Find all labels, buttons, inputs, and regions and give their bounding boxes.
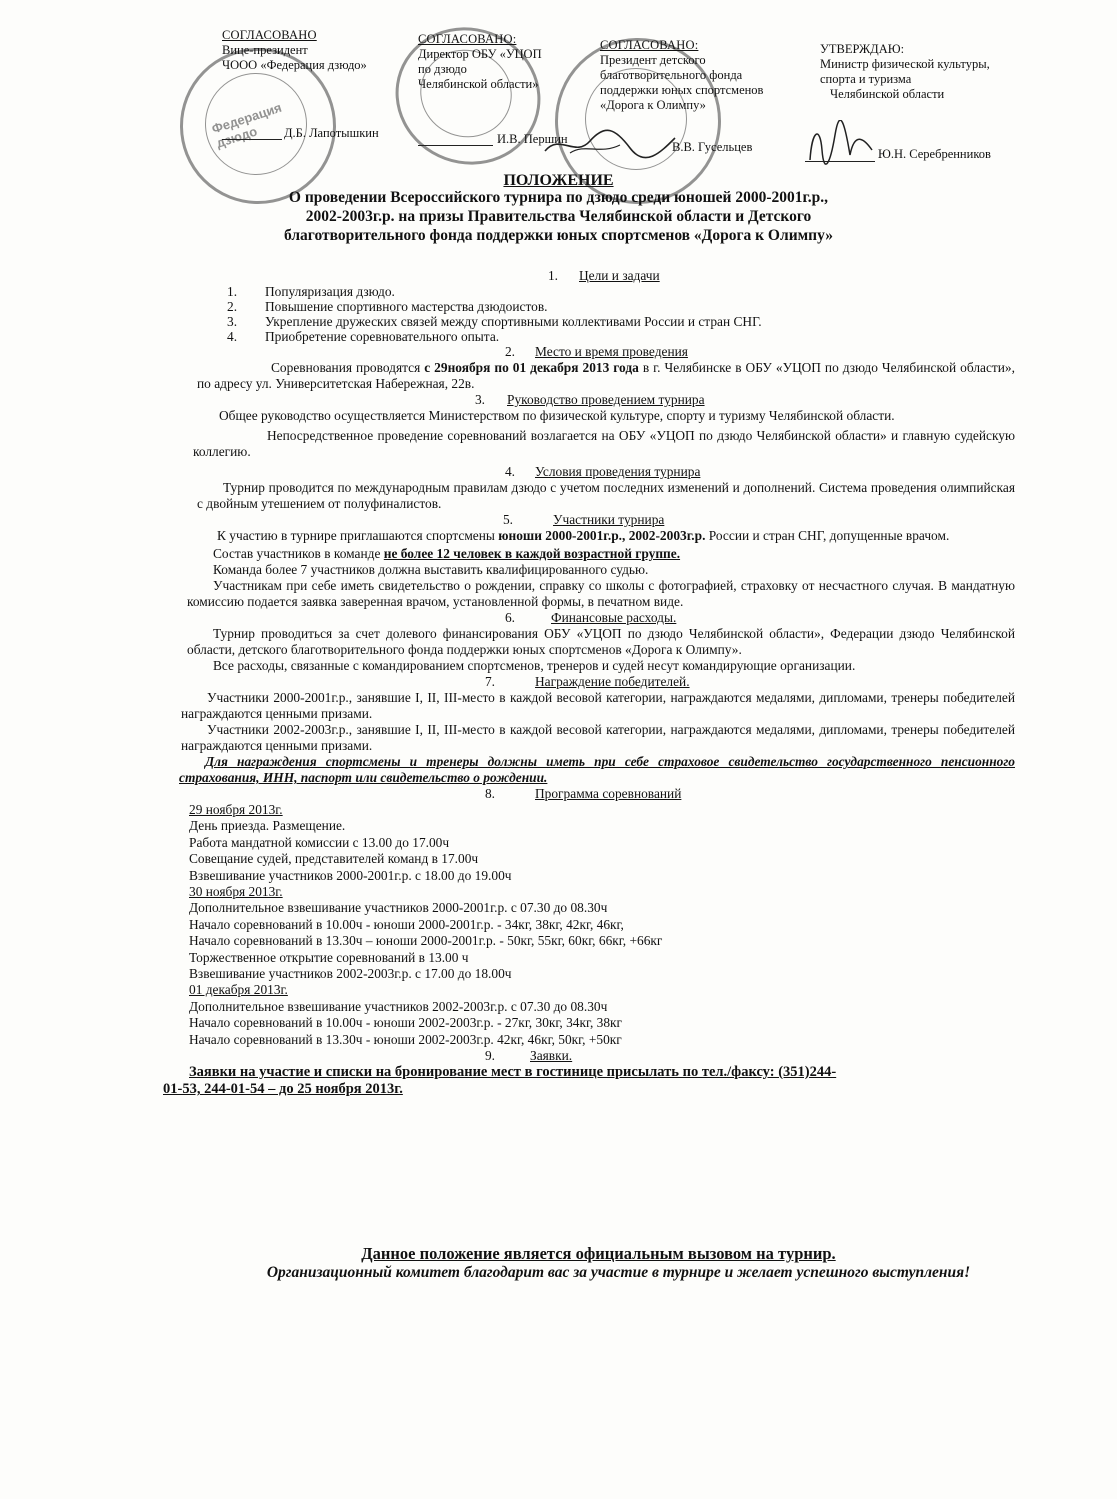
approval-2-signature-line [418,145,493,146]
section-6-heading [185,610,1015,626]
approval-3-position: Президент детского [600,53,706,67]
subtitle-line-1: О проведении Всероссийского турнира по дзюдо среди юношей 2000-2001г.р., [288,189,829,206]
program-day-2: 30 ноября 2013г. [189,884,283,900]
program-item: Взвешивание участников 2002-2003г.р. с 17.00 до 18.00ч [189,966,512,982]
approval-4-heading: УТВЕРЖДАЮ: [820,42,905,56]
document-title: ПОЛОЖЕНИЕ [503,172,614,189]
approval-4-position: Министр физической культуры, [820,57,990,71]
approval-3-heading: СОГЛАСОВАНО: [600,38,699,52]
section-5-number: 5. [502,512,513,527]
approval-4-line3: Челябинской области [830,87,945,101]
section-2-number: 2. [504,344,515,359]
section-9-text [163,1064,1015,1098]
section-5-text-1a: К участию в турнире приглашаются спортсмены [217,528,499,543]
goal-text: Повышение спортивного мастерства дзюдоистов. [265,299,548,314]
section-5-team-limit: не более 12 человек в каждой возрастной группе. [383,546,681,561]
section-3-title: Руководство проведением турнира [507,392,705,407]
document-subtitle [0,188,1117,245]
section-3-text-2: Непосредственное проведение соревнований возлагается на ОБУ «УЦОП по дзюдо Челябинской области» и главную судейскую коллегию. [193,428,1015,459]
section-2-text-c: в г. Челябинске в ОБУ «УЦОП по дзюдо Челябинской области», по адресу ул. Университетская Набережная, 22в. [197,360,1015,391]
section-5-heading [185,512,1015,528]
section-6-text-1: Турнир проводиться за счет долевого финансирования ОБУ «УЦОП по дзюдо Челябинской области», Федерации дзюдо Челябинской области, детского благотворительного фонда поддержки юных спортсменов «Дорога к Олимпу». [187,626,1015,657]
section-1-heading [185,268,1015,284]
approval-1-signature-line [222,139,282,140]
section-1-title: Цели и задачи [579,268,660,283]
section-4-heading [185,464,1015,480]
goal-number: 2. [227,299,238,314]
section-3-text-1: Общее руководство осуществляется Министерством по физической культуре, спорту и туризму Челябинской области. [219,408,895,423]
section-9-heading [185,1048,1015,1064]
section-8-heading [185,786,1015,802]
section-5-text-3: Команда более 7 участников должна выставить квалифицированного судью. [213,562,649,577]
approval-3-signer: В.В. Гусельцев [672,140,753,154]
section-9-number: 9. [484,1048,495,1064]
approval-4-line2: спорта и туризма [820,72,912,86]
section-7-text-1: Участники 2000-2001г.р., занявшие I, II, III-место в каждой весовой категории, награждаются медалями, дипломами, тренеры победителей награждаются ценными призами. [181,690,1015,721]
approval-1-heading: СОГЛАСОВАНО [222,28,317,42]
goal-text: Укрепление дружеских связей между спортивными коллективами России и стран СНГ. [265,314,762,329]
subtitle-line-2: 2002-2003г.р. на призы Правительства Челябинской области и Детского [305,208,812,225]
section-4-title: Условия проведения турнира [535,464,701,479]
goal-item [185,284,1015,299]
subtitle-line-3: благотворительного фонда поддержки юных спортсменов «Дорога к Олимпу» [284,227,833,244]
program-day-1: 29 ноября 2013г. [189,802,283,817]
approval-1-signer: Д.Б. Лапотышкин [284,126,379,140]
section-3-number: 3. [474,392,485,407]
section-2-title: Место и время проведения [535,344,688,359]
goal-item [185,299,1015,314]
approval-block-1 [222,28,367,73]
program-item: Дополнительное взвешивание участников 2002-2003г.р. с 07.30 до 08.30ч [189,998,608,1014]
section-5-text-2a: Состав участников в команде [213,546,384,561]
section-2-text-a: Соревнования проводятся [271,360,425,375]
section-5-title: Участники турнира [553,512,665,527]
approval-2-line3: Челябинской области» [418,77,539,91]
document-body [163,268,1015,1098]
program-item: Начало соревнований в 10.00ч - юноши 2000-2001г.р. - 34кг, 38кг, 42кг, 46кг, [189,916,624,932]
program-day-3: 01 декабря 2013г. [189,982,288,998]
closing-thanks: Организационный комитет благодарит вас за участие в турнире и желает успешного выступления! [266,1264,971,1281]
section-2-text [197,360,1015,392]
program-schedule [185,802,1015,1048]
program-item: Совещание судей, представителей команд в 17.00ч [189,851,479,867]
section-4-text: Турнир проводится по международным правилам дзюдо с учетом последних изменений и дополнений. Система проведения олимпийская с двойным утешением от полуфиналистов. [197,480,1015,511]
goal-item [185,314,1015,329]
goal-text: Приобретение соревновательного опыта. [265,329,500,344]
approval-block-4 [820,42,990,102]
section-8-number: 8. [484,786,495,801]
approval-block-3 [600,38,763,113]
section-9-line-2: 01-53, 244-01-54 – до 25 ноября 2013г. [163,1081,403,1098]
stamp-federation-text: Федерация дзюдо [209,99,284,151]
section-5-text-4: Участникам при себе иметь свидетельство о рождении, справку со школы с фотографией, страховку от несчастного случая. В мандатную комиссию подается заявка заверенная врачом, установленной формы, в печатном виде. [187,578,1015,609]
program-item: Начало соревнований в 13.30ч – юноши 2000-2001г.р. - 50кг, 55кг, 60кг, 66кг, +66кг [189,933,663,949]
goal-number: 1. [227,284,238,299]
section-7-text-3: Для награждения спортсмены и тренеры должны иметь при себе страховое свидетельство государственного пенсионного страхования, ИНН, паспорт или свидетельство о рождении. [179,754,1015,785]
approval-header [0,28,1117,168]
approval-3-line4: «Дорога к Олимпу» [600,98,706,112]
section-2-dates: с 29ноября по 01 декабря 2013 года [424,360,639,375]
goal-number: 4. [227,329,238,344]
section-7-title: Награждение победителей. [535,674,690,689]
section-9-line-1: Заявки на участие и списки на бронирование мест в гостинице присылать по тел./факсу: (351)244- [189,1064,837,1081]
section-6-text-2: Все расходы, связанные с командированием спортсменов, тренеров и судей несут командирующие организации. [213,658,856,673]
section-6-number: 6. [504,610,515,625]
section-4-number: 4. [504,464,515,479]
program-item: День приезда. Размещение. [189,818,346,834]
signature-4-icon [800,120,880,170]
program-item: Торжественное открытие соревнований в 13.00 ч [189,949,469,965]
section-5-text-2 [187,546,1015,562]
section-8-title: Программа соревнований [535,786,682,801]
goal-number: 3. [227,314,238,329]
section-7-text-2: Участники 2002-2003г.р., занявшие I, II, III-место в каждой весовой категории, награждаются медалями, дипломами, тренеры победителей награждаются ценными призами. [181,722,1015,753]
approval-1-organization: ЧООО «Федерация дзюдо» [222,58,367,72]
section-5-age-groups: юноши 2000-2001г.р., 2002-2003г.р. [498,528,706,543]
program-item: Дополнительное взвешивание участников 2000-2001г.р. с 07.30 до 08.30ч [189,900,608,916]
approval-4-signature-line [805,161,875,162]
goal-item [185,329,1015,344]
section-2-heading [185,344,1015,360]
approval-2-position: Директор ОБУ «УЦОП [418,47,542,61]
approval-3-line2: благотворительного фонда [600,68,743,82]
approval-block-2 [418,32,542,92]
section-7-number: 7. [484,674,495,689]
program-item: Начало соревнований в 13.30ч - юноши 2002-2003г.р. 42кг, 46кг, 50кг, +50кг [189,1031,622,1047]
signature-2-icon [540,123,680,163]
approval-2-heading: СОГЛАСОВАНО: [418,32,517,46]
section-3-heading [185,392,1015,408]
program-item: Взвешивание участников 2000-2001г.р. с 18.00 до 19.00ч [189,867,512,883]
section-6-title: Финансовые расходы. [551,610,677,625]
goal-text: Популяризация дзюдо. [265,284,395,299]
section-9-title: Заявки. [530,1048,573,1064]
approval-4-signer: Ю.Н. Серебренников [878,147,991,161]
section-5-text-1c: России и стран СНГ, допущенные врачом. [705,528,950,543]
approval-3-line3: поддержки юных спортсменов [600,83,764,97]
section-1-number: 1. [547,268,558,283]
approval-1-position: Вице-президент [222,43,308,57]
approval-2-signer: И.В. Першин [497,132,568,146]
section-5-text-1 [191,528,1015,544]
section-7-heading [185,674,1015,690]
program-item: Работа мандатной комиссии с 13.00 до 17.00ч [189,834,450,850]
program-item: Начало соревнований в 10.00ч - юноши 2002-2003г.р. - 27кг, 30кг, 34кг, 38кг [189,1015,623,1031]
approval-2-line2: по дзюдо [418,62,467,76]
official-invitation: Данное положение является официальным вызовом на турнир. [361,1244,836,1263]
